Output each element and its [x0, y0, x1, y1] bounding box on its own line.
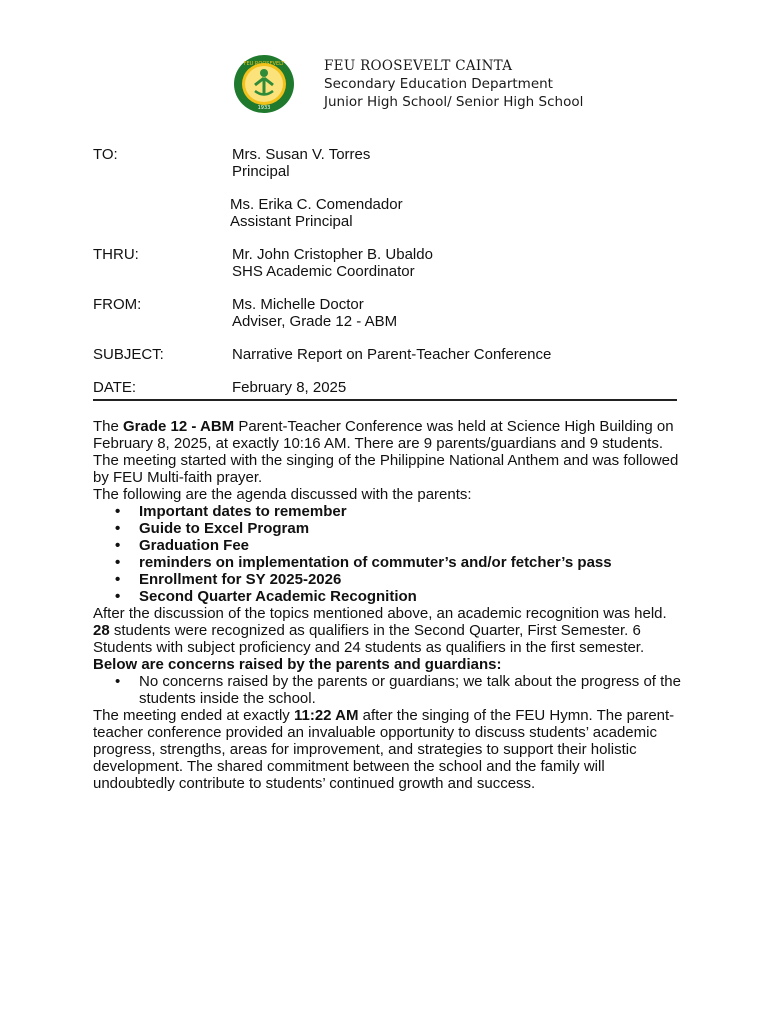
from-sender [232, 296, 677, 330]
concerns-heading [93, 656, 681, 673]
thru-title: SHS Academic Coordinator [232, 263, 415, 280]
from-label: FROM: [93, 296, 142, 313]
intro-text-1: The [93, 418, 124, 435]
intro-text-2: Parent-Teacher Conference was held at Science High Building on February 8, 2025, at exactly 10:16 AM. There are 9 parents/guardians and 9 students. The meeting started with the singing of the Philippine National Anthem and was followed by FEU Multi-faith prayer. [93, 418, 679, 486]
subject-value: Narrative Report on Parent-Teacher Conference [232, 346, 552, 363]
date-label: DATE: [93, 379, 137, 396]
agenda-item: • Graduation Fee [93, 537, 681, 554]
logo-ring-text: FEU ROOSEVELT [243, 61, 285, 67]
school-name: FEU ROOSEVELT CAINTA [324, 58, 513, 74]
thru-label: THRU: [93, 246, 139, 263]
agenda-intro: The following are the agenda discussed with the parents: [93, 486, 472, 503]
date-value: February 8, 2025 [232, 379, 347, 396]
agenda-list [93, 503, 681, 605]
to-name-1: Mrs. Susan V. Torres [232, 146, 371, 163]
school-levels: Junior High School/ Senior High School [324, 94, 584, 110]
memo-date-row [93, 379, 677, 396]
agenda-item: • reminders on implementation of commuter’s and/or fetcher’s pass [93, 554, 681, 571]
department-name: Secondary Education Department [324, 76, 553, 92]
agenda-item: • Second Quarter Academic Recognition [93, 588, 681, 605]
concern-item: • No concerns raised by the parents or guardians; we talk about the progress of the students inside the school. [93, 673, 681, 707]
to-title-1: Principal [232, 163, 290, 180]
recognition-text-1: After the discussion of the topics mentioned above, an academic recognition was held. [93, 605, 667, 622]
concerns-list [93, 673, 681, 707]
to-recipient-1 [232, 146, 677, 180]
recognition-count: 28 [93, 622, 110, 639]
intro-class-name: Grade 12 - ABM [123, 418, 235, 435]
agenda-item: • Important dates to remember [93, 503, 681, 520]
memo-to-row [93, 146, 677, 180]
from-title: Adviser, Grade 12 - ABM [232, 313, 398, 330]
to-label: TO: [93, 146, 118, 163]
closing-text-2: after the singing of the FEU Hymn. The parent-teacher conference provided an invaluable opportunity to discuss students’ academic progress, strengths, areas for improvement, and strategies to support their holistic development. The shared commitment between the school and the family will undoubtedly contribute to students’ continued growth and success. [93, 707, 675, 792]
to-name-2: Ms. Erika C. Comendador [230, 196, 403, 213]
recognition-text-2: students were recognized as qualifiers in the Second Quarter, First Semester. 6 Students with subject proficiency and 24 students as qualifiers in the first semester. [93, 622, 645, 656]
from-name: Ms. Michelle Doctor [232, 296, 364, 313]
memo-subject-row [93, 346, 677, 363]
report-body [93, 418, 681, 792]
memo-header [93, 146, 677, 396]
closing-text-1: The meeting ended at exactly [93, 707, 294, 724]
memo-from-row [93, 296, 677, 330]
intro-paragraph [93, 418, 681, 486]
closing-time: 11:22 AM [293, 707, 359, 724]
to-title-2: Assistant Principal [230, 213, 353, 230]
concerns-heading-text: Below are concerns raised by the parents and guardians: [93, 656, 502, 673]
school-logo [233, 54, 295, 114]
subject-label: SUBJECT: [93, 346, 164, 363]
to-recipient-2 [230, 196, 677, 230]
thru-recipient [232, 246, 677, 280]
thru-name: Mr. John Cristopher B. Ubaldo [232, 246, 433, 263]
school-header [324, 57, 583, 111]
recognition-paragraph [93, 605, 681, 656]
agenda-item: • Guide to Excel Program [93, 520, 681, 537]
header-divider [93, 399, 677, 401]
closing-paragraph [93, 707, 681, 792]
agenda-item: • Enrollment for SY 2025-2026 [93, 571, 681, 588]
logo-year: 1933 [257, 105, 271, 111]
memo-to-row-2 [93, 196, 677, 230]
memo-thru-row [93, 246, 677, 280]
